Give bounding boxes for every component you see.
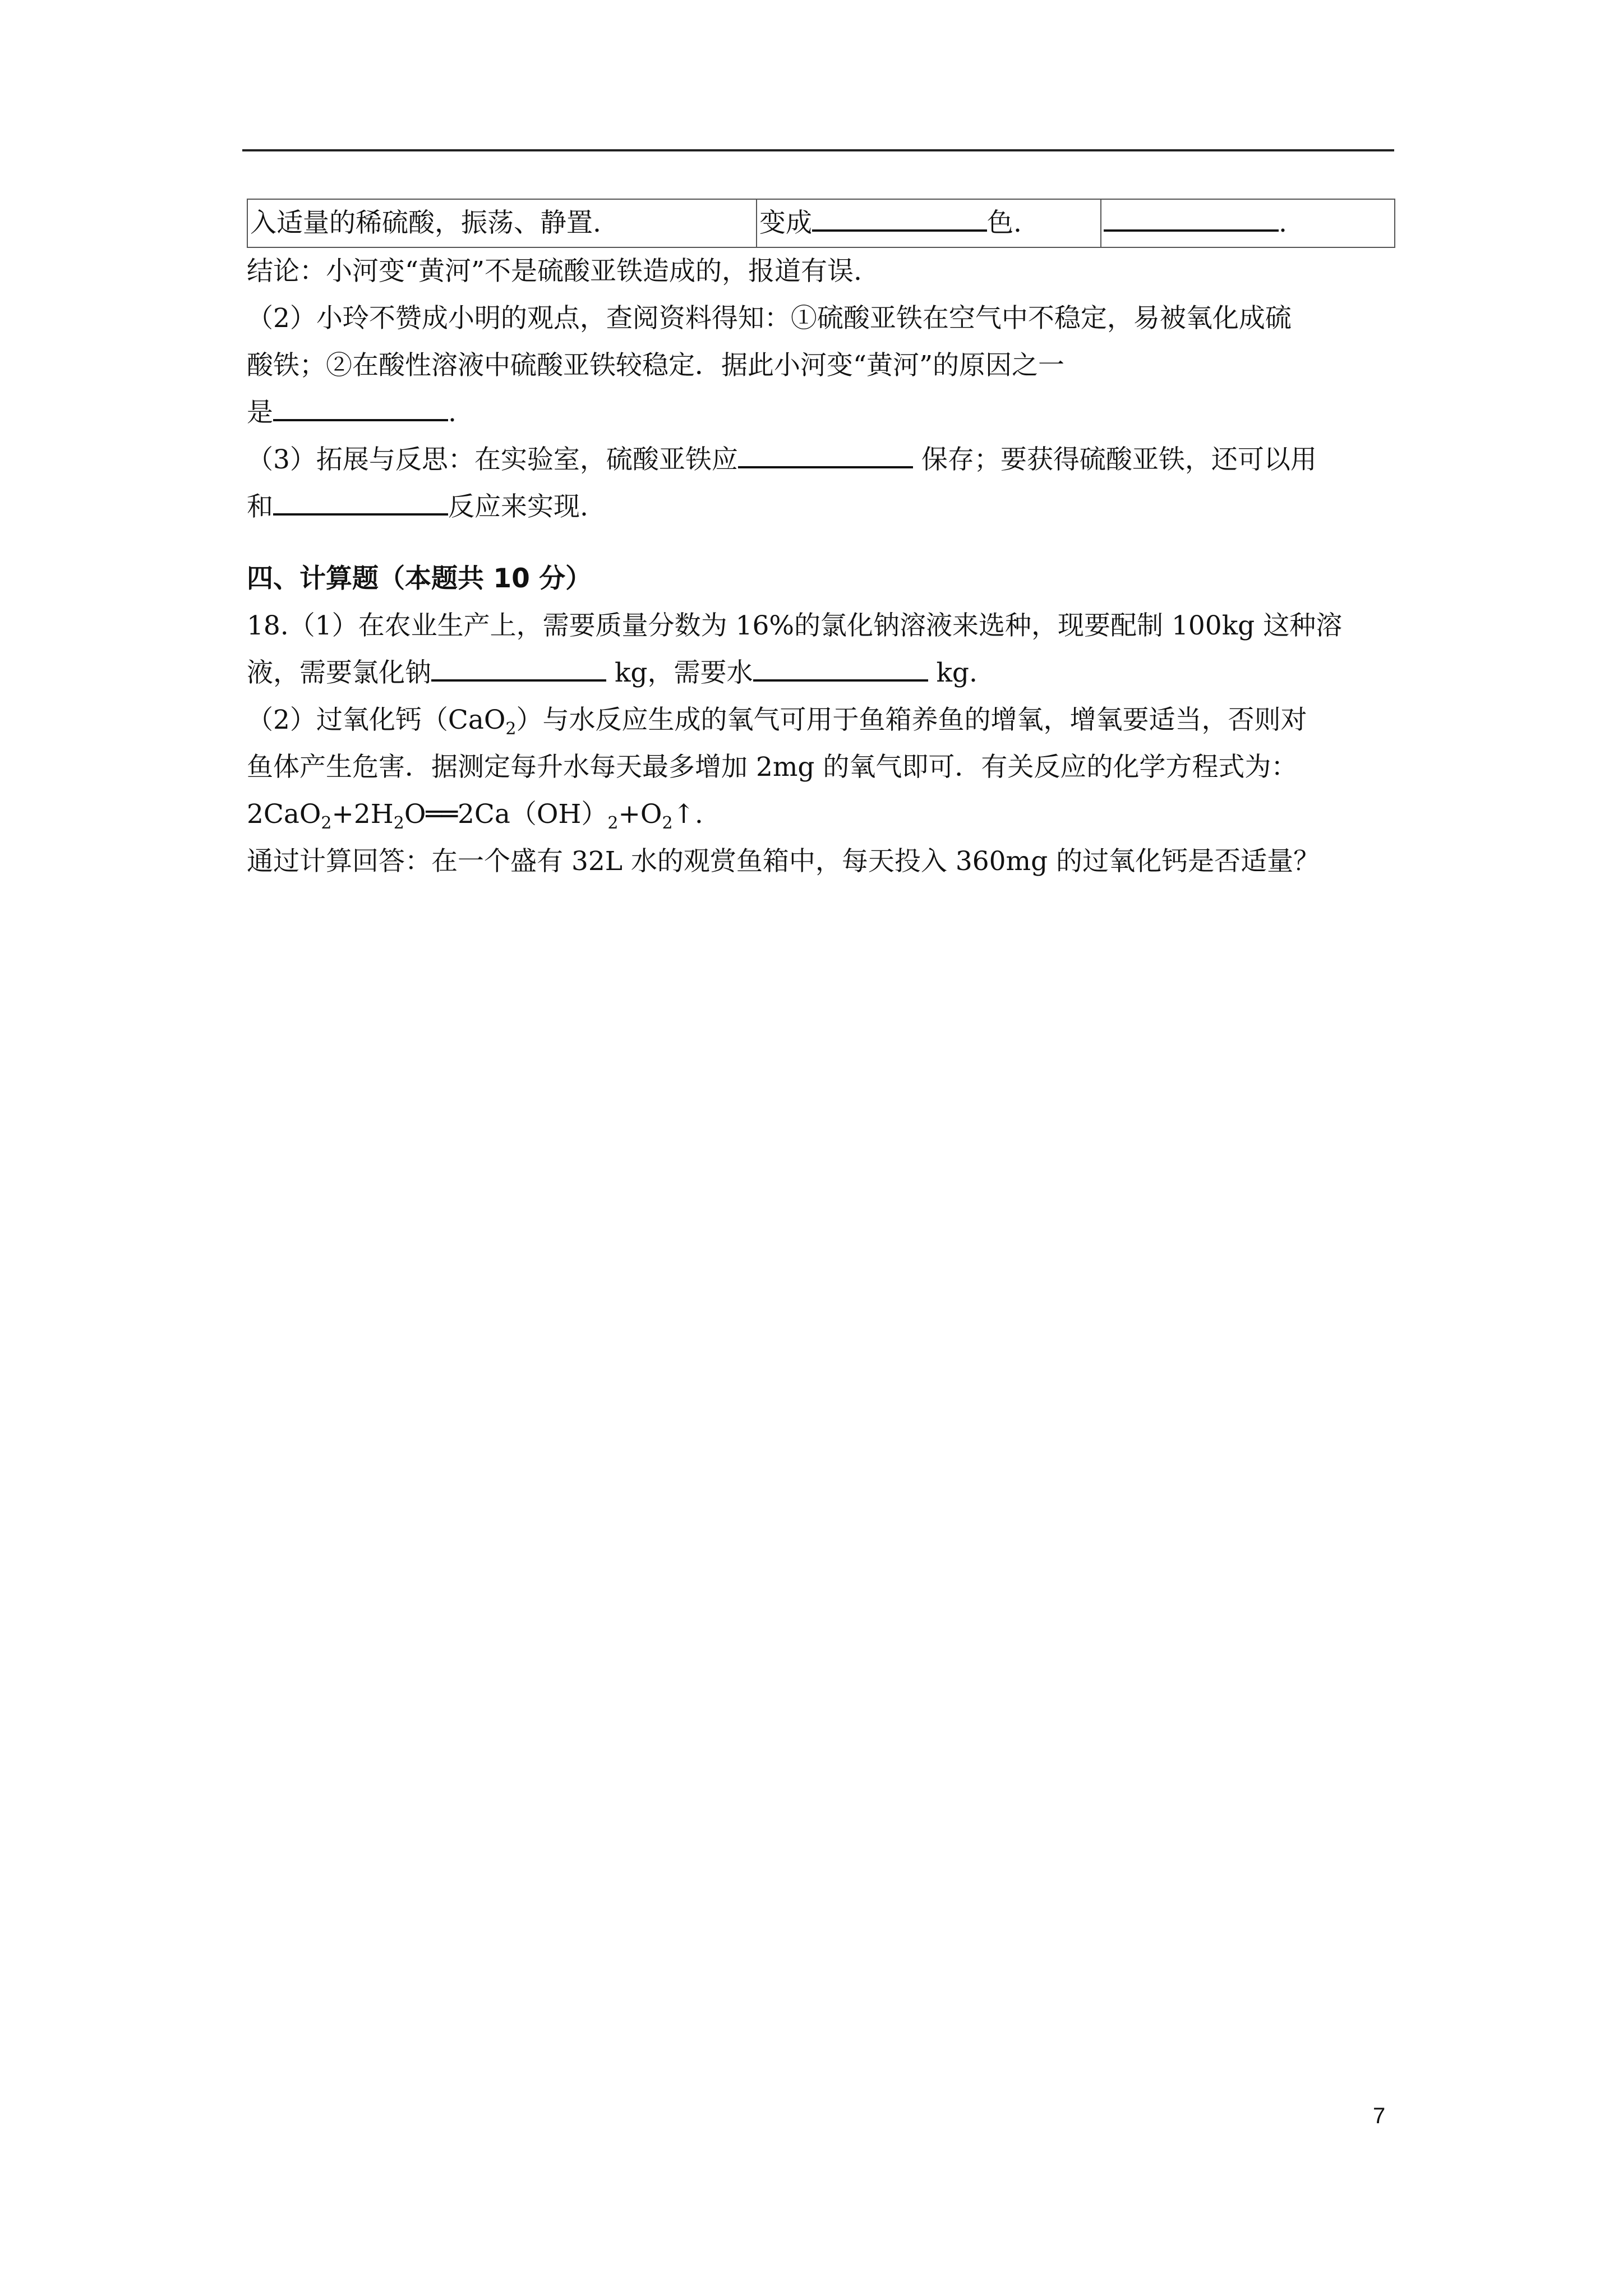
answer-blank[interactable]	[738, 441, 913, 468]
section-title: 四、计算题（本题共 10 分）	[247, 563, 592, 594]
answer-blank[interactable]	[753, 655, 928, 682]
part2-line2: 酸铁；②在酸性溶液中硫酸亚铁较稳定．据此小河变“黄河”的原因之一	[247, 350, 1065, 381]
answer-blank[interactable]	[812, 205, 987, 232]
table-cell-conclusion: .	[1101, 199, 1395, 247]
header-rule	[242, 149, 1394, 151]
page-content	[247, 199, 1396, 885]
page-number: 7	[1373, 2104, 1386, 2128]
answer-blank[interactable]	[431, 655, 606, 682]
conclusion-line: 结论：小河变“黄河”不是硫酸亚铁造成的，报道有误.	[247, 256, 862, 287]
final-question: 通过计算回答：在一个盛有 32L 水的观赏鱼箱中，每天投入 360mg 的过氧化钙是否适量？	[247, 846, 1320, 877]
answer-blank[interactable]	[1104, 205, 1279, 232]
part3-line1: （3）拓展与反思：在实验室，硫酸亚铁应 保存；要获得硫酸亚铁，还可以用	[247, 436, 1396, 484]
q18-line1: 18.（1）在农业生产上，需要质量分数为 16%的氯化钠溶液来选种，现要配制 100kg 这种溶	[247, 610, 1343, 641]
part2-line1: （2）小玲不赞成小明的观点，查阅资料得知：①硫酸亚铁在空气中不稳定，易被氧化成硫	[247, 303, 1292, 334]
part3-line2: 和 反应来实现.	[247, 484, 1396, 531]
experiment-table	[247, 199, 1395, 248]
part2-line3: 是 .	[247, 389, 1396, 436]
q18-part2-line2: 鱼体产生危害．据测定每升水每天最多增加 2mg 的氧气即可．有关反应的化学方程式为：	[247, 752, 1298, 783]
answer-blank[interactable]	[273, 394, 448, 421]
q18-part2-line1: （2）过氧化钙（CaO$_2$）与水反应生成的氧气可用于鱼箱养鱼的增氧，增氧要适当，否则对	[247, 705, 1307, 739]
answer-blank[interactable]	[273, 489, 448, 516]
table-cell-operation: 入适量的稀硫酸，振荡、静置.	[247, 199, 757, 247]
table-cell-phenomenon: 变成 色.	[757, 199, 1101, 247]
q18-line2: 液，需要氯化钠 kg，需要水 kg.	[247, 650, 1396, 697]
table-row	[247, 199, 1395, 247]
chemical-equation: $2CaO_2+2H_2O══2Ca(OH)_2+O_2↑$.	[247, 799, 703, 833]
